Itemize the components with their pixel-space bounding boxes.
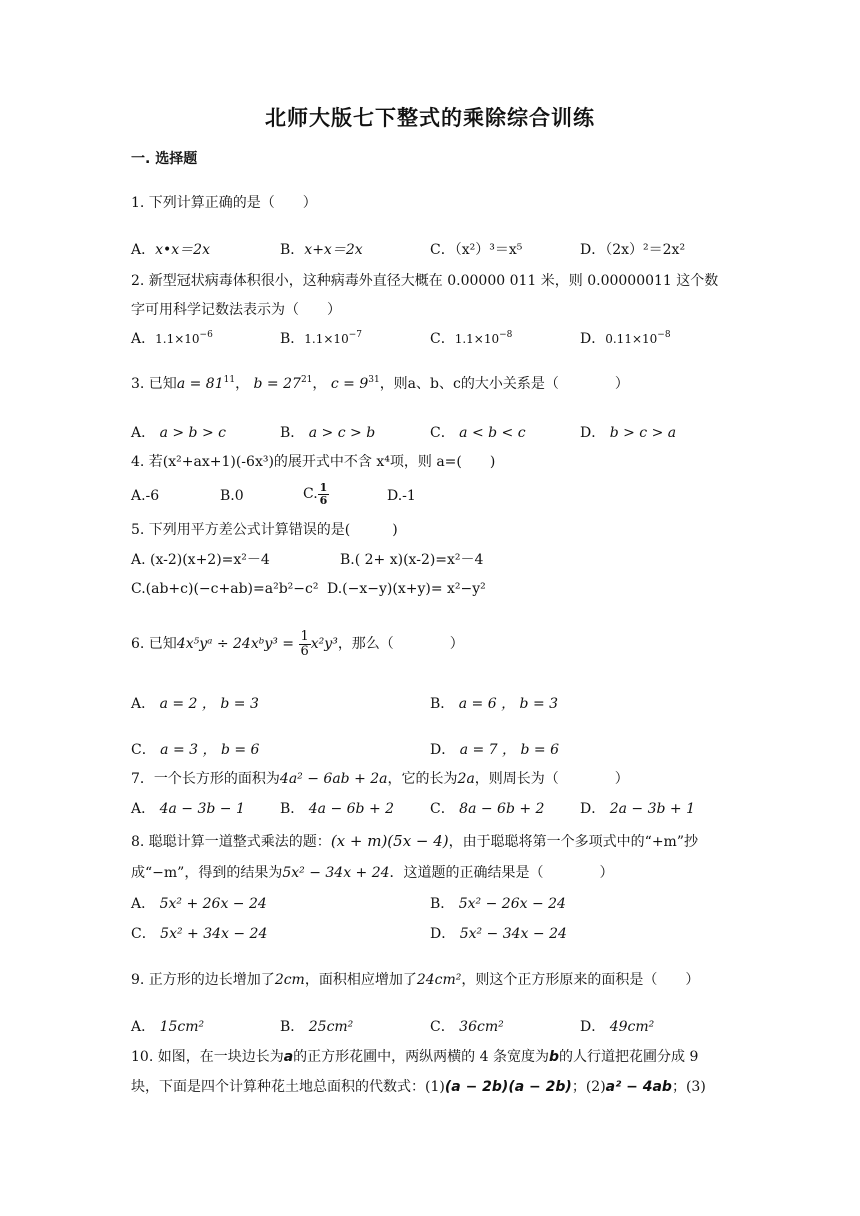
q7-option-a: A． 4a − 3b − 1 — [131, 801, 245, 817]
q8-option-c: C． 5x² + 34x − 24 — [131, 926, 268, 942]
q8-option-b: B． 5x² − 26x − 24 — [430, 896, 566, 912]
q2-option-c: C．$1.1\times 10^{-8}$ — [430, 330, 513, 347]
q9-stem: 9. 正方形的边长增加了2cm，面积相应增加了24cm²，则这个正方形原来的面积是（ ） — [131, 972, 700, 988]
q2-stem-line1: 2. 新型冠状病毒体积很小，这种病毒外直径大概在 0.00000 011 米，则 0.00000011 这个数 — [131, 273, 719, 289]
q3-option-b: B． a > c > b — [280, 425, 376, 441]
q5-option-a: A. (x-2)(x+2)=x²－4 — [131, 552, 270, 568]
q9-option-b: B． 25cm² — [280, 1019, 354, 1035]
q10-stem-line1: 10. 如图，在一块边长为a的正方形花圃中，两纵两横的 4 条宽度为b的人行道把花圃分成 9 — [131, 1049, 699, 1065]
q6-option-a: A． a = 2 ， b = 3 — [131, 696, 259, 712]
q2-option-b: B．$1.1\times 10^{-7}$ — [280, 330, 362, 347]
q4-option-b: B.0 — [220, 488, 244, 504]
q4-option-c: C. $\frac{1}{6}$ — [303, 481, 328, 507]
q8-option-a: A． 5x² + 26x − 24 — [131, 896, 267, 912]
q6-stem: 6. 已知4x⁵yᵃ ÷ 24xᵇy³ = $\frac{1}{6}$ x²y³，那么（ ） — [131, 629, 464, 659]
q4-stem: 4. 若(x²+ax+1)(-6x³)的展开式中不含 x⁴项，则 a=( ) — [131, 454, 496, 470]
q6-option-b: B． a = 6 ， b = 3 — [430, 696, 559, 712]
q7-option-d: D． 2a − 3b + 1 — [580, 801, 695, 817]
q4-option-d: D.-1 — [387, 488, 416, 504]
q3-option-a: A． a > b > c — [131, 425, 226, 441]
q10-stem-line2: 块，下面是四个计算种花土地总面积的代数式：(1)(a − 2b)(a − 2b)；(2)a² − 4ab；(3) — [131, 1079, 706, 1095]
q9-option-a: A． 15cm² — [131, 1019, 205, 1035]
q1-option-a: A．x•x＝2x — [131, 242, 210, 258]
q5-option-d: D.(−x−y)(x+y)= x²−y² — [327, 581, 486, 597]
q7-stem: 7．一个长方形的面积为4a² − 6ab + 2a，它的长为2a，则周长为（ ） — [131, 771, 629, 787]
q2-option-d: D．$0.11\times 10^{-8}$ — [580, 330, 671, 347]
q2-stem-line2: 字可用科学记数法表示为（ ） — [131, 302, 341, 318]
q6-option-d: D． a = 7 ， b = 6 — [430, 742, 559, 758]
q1-option-c: C．（x²）³＝x⁵ — [430, 242, 523, 258]
q9-option-c: C． 36cm² — [430, 1019, 504, 1035]
q1-stem: 1. 下列计算正确的是（ ） — [131, 195, 317, 211]
q8-stem-line1: 8. 聪聪计算一道整式乘法的题：(x + m)(5x − 4)，由于聪聪将第一个多项式中的“+m”抄 — [131, 832, 698, 850]
section-heading: 一. 选择题 — [131, 151, 198, 167]
q3-option-d: D． b > c > a — [580, 425, 677, 441]
q2-option-a: A．$1.1\times 10^{-6}$ — [131, 330, 213, 347]
q6-option-c: C． a = 3 ， b = 6 — [131, 742, 260, 758]
q7-option-c: C． 8a − 6b + 2 — [430, 801, 545, 817]
q8-option-d: D． 5x² − 34x − 24 — [430, 926, 567, 942]
q3-option-c: C． a < b < c — [430, 425, 526, 441]
q1-option-b: B．x+x＝2x — [280, 242, 363, 258]
q9-option-d: D． 49cm² — [580, 1019, 655, 1035]
q4-option-a: A.-6 — [131, 488, 160, 504]
q5-option-b: B.( 2+ x)(x-2)=x²－4 — [340, 552, 484, 568]
q7-option-b: B． 4a − 6b + 2 — [280, 801, 395, 817]
page-title: 北师大版七下整式的乘除综合训练 — [265, 106, 595, 130]
q5-stem: 5. 下列用平方差公式计算错误的是( ) — [131, 522, 398, 538]
q1-option-d: D．（2x）²＝2x² — [580, 242, 686, 258]
q5-option-c: C.(ab+c)(−c+ab)=a²b²−c² — [131, 581, 319, 597]
q3-stem: 3. 已知$a = 81^{11}$， $b = 27^{21}$， $c = 9^{31}$，则a、b、c的大小关系是（ ） — [131, 375, 629, 392]
q8-stem-line2: 成“−m”，得到的结果为5x² − 34x + 24．这道题的正确结果是（ ） — [131, 865, 614, 881]
